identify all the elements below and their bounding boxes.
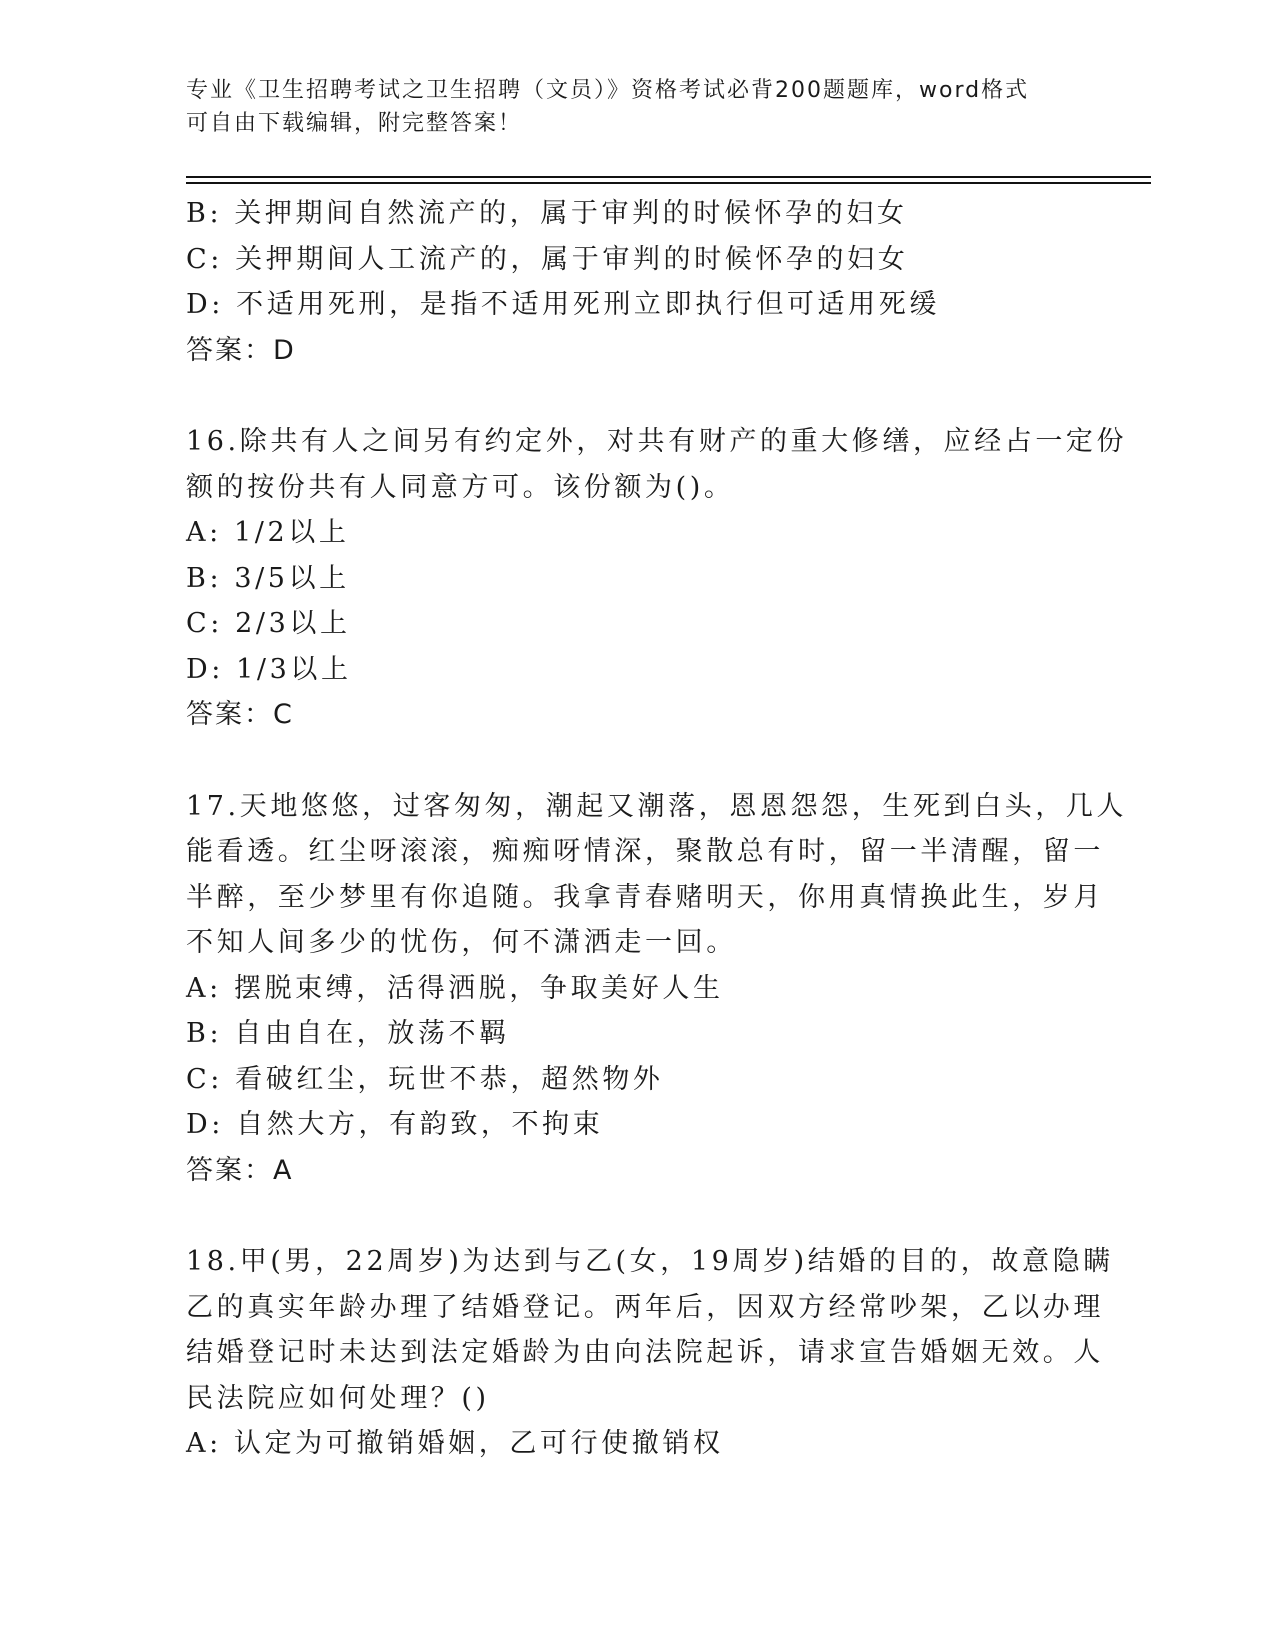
option-b: B: 自由自在，放荡不羁 [186, 1018, 510, 1049]
option-b: B: 关押期间自然流产的，属于审判的时候怀孕的妇女 [186, 198, 908, 229]
option-c: C: 关押期间人工流产的，属于审判的时候怀孕的妇女 [186, 243, 909, 275]
question-stem [186, 784, 1128, 966]
spacer [186, 1193, 1086, 1239]
answer-line: 答案：A [186, 1154, 294, 1186]
answer-line: 答案：D [186, 334, 296, 366]
question-stem-line: 民法院应如何处理？() [186, 1382, 490, 1414]
question-stem-line: 能看透。红尘呀滚滚，痴痴呀情深，聚散总有时，留一半清醒，留一 [186, 836, 1104, 867]
option-a: A: 摆脱束缚，活得洒脱，争取美好人生 [186, 972, 724, 1004]
option-a: A: 1/2以上 [186, 517, 350, 548]
option-b: B: 3/5以上 [186, 562, 350, 594]
answer-line: 答案：C [186, 699, 294, 730]
question-stem [186, 1239, 1114, 1421]
question-stem-line: 乙的真实年龄办理了结婚登记。两年后，因双方经常吵架，乙以办理 [186, 1291, 1104, 1323]
question-18 [186, 1239, 1114, 1467]
option-d: D: 自然大方，有韵致，不拘束 [186, 1109, 604, 1140]
question-stem-line: 结婚登记时未达到法定婚龄为由向法院起诉，请求宣告婚姻无效。人 [186, 1337, 1104, 1368]
spacer [186, 738, 1086, 784]
question-stem-line: 不知人间多少的忧伤，何不潇洒走一回。 [186, 927, 737, 958]
header-title-line-1: 专业《卫生招聘考试之卫生招聘（文员）》资格考试必背200题题库，word格式 [186, 78, 1030, 103]
header-divider-top [186, 176, 1151, 178]
question-15 [186, 191, 1086, 373]
header-title-line-2: 可自由下载编辑，附完整答案！ [186, 111, 523, 136]
option-d: D: 1/3以上 [186, 653, 352, 685]
option-c: C: 2/3以上 [186, 608, 351, 639]
question-stem [186, 419, 1128, 510]
option-d: D: 不适用死刑，是指不适用死刑立即执行但可适用死缓 [186, 289, 940, 320]
document-header [186, 74, 1066, 140]
option-a: A: 认定为可撤销婚姻，乙可行使撤销权 [186, 1428, 724, 1459]
spacer [186, 373, 1086, 419]
option-c: C: 看破红尘，玩世不恭，超然物外 [186, 1063, 664, 1095]
header-divider-bottom [186, 182, 1151, 184]
question-stem-line: 17.天地悠悠，过客匆匆，潮起又潮落，恩恩怨怨，生死到白头，几人 [186, 790, 1128, 822]
question-stem-line: 额的按份共有人同意方可。该份额为()。 [186, 471, 735, 503]
question-stem-line: 18.甲(男，22周岁)为达到与乙(女，19周岁)结婚的目的，故意隐瞒 [186, 1246, 1114, 1277]
document-body [186, 191, 1128, 1467]
question-17 [186, 784, 1128, 1194]
question-stem-line: 半醉，至少梦里有你追随。我拿青春赌明天，你用真情换此生，岁月 [186, 881, 1104, 913]
question-16 [186, 419, 1128, 738]
question-stem-line: 16.除共有人之间另有约定外，对共有财产的重大修缮，应经占一定份 [186, 426, 1128, 457]
